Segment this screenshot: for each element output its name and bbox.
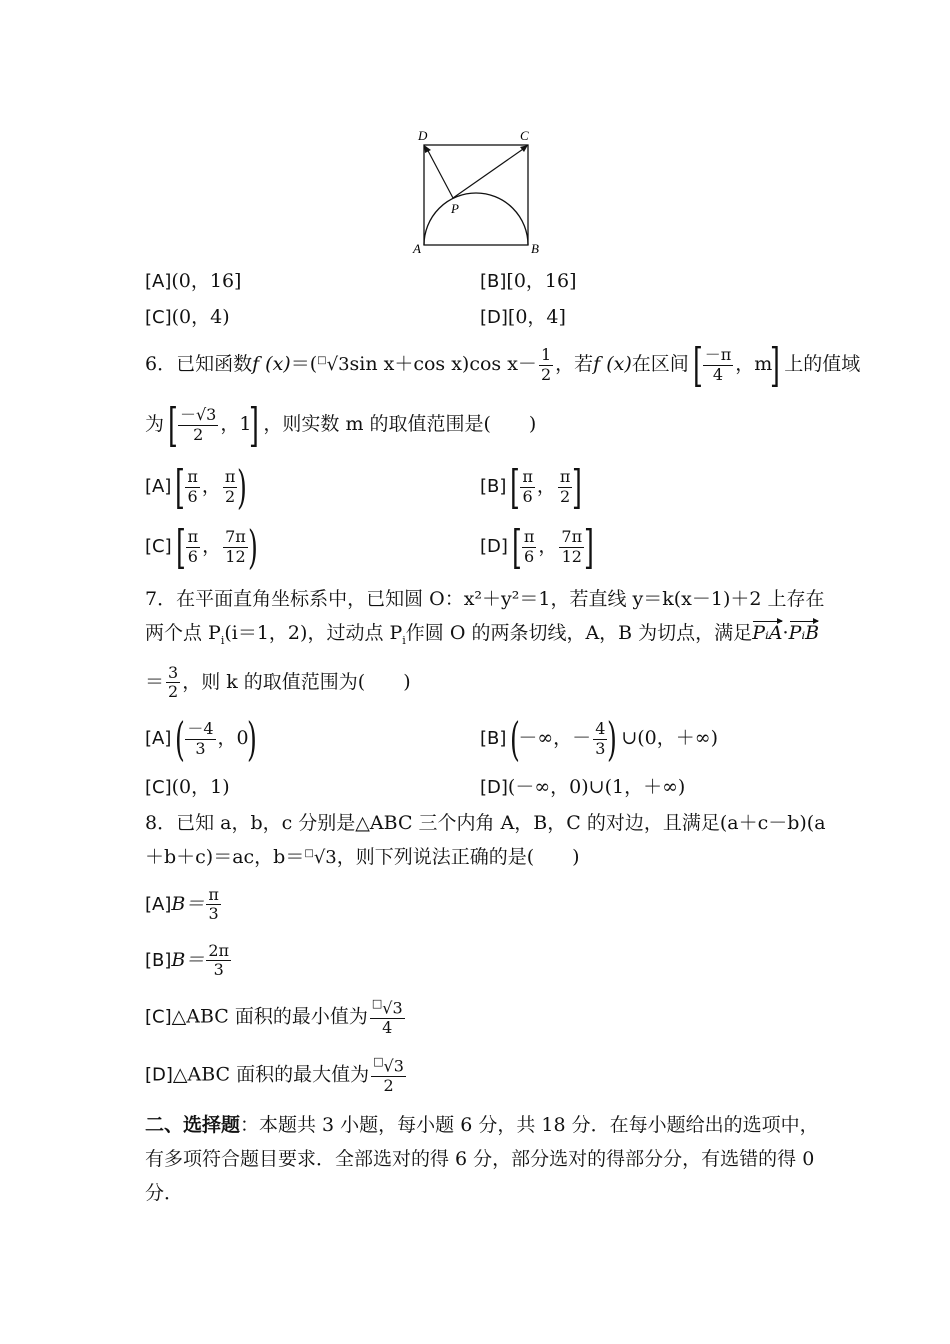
- section2-heading: 二、选择题: [145, 1114, 241, 1136]
- vector-pib: PᵢB: [788, 622, 820, 644]
- segment-pd: [426, 147, 453, 198]
- fraction-range: $\frac{-√3}{2}$: [179, 405, 217, 444]
- q5-option-d[interactable]: [D][0，4]: [480, 306, 566, 328]
- label-p: P: [451, 201, 459, 216]
- semicircle-arc: [424, 193, 528, 245]
- q7-stem-line2: 两个点 $P_i(i=1$，2)，过动点 $P_i$作圆 O 的两条切线，A，B 为切点，满足PᵢA·PᵢB: [145, 622, 820, 647]
- q6-stem-line2: 为[ $\frac{-√3}{2}$ ，1] ，则实数 m 的取值范围是( ): [145, 398, 537, 452]
- label-a: A: [413, 241, 421, 256]
- section2-line2: 有多项符合题目要求．全部选对的得 6 分，部分选对的得部分分，有选错的得 0: [145, 1148, 815, 1170]
- vector-pia: PᵢA: [752, 622, 783, 644]
- segment-pc: [453, 147, 526, 198]
- q7-option-c[interactable]: [C](0，1): [145, 776, 230, 798]
- square-abcd: [424, 145, 528, 245]
- q7-stem-line1: 7．在平面直角坐标系中，已知圆 O：x²＋y²＝1，若直线 y＝k(x－1)＋2 上存在: [145, 588, 825, 610]
- q6-option-b[interactable]: [B][ $\frac{\pi}{6}$ ， $\frac{\pi}{2}$ ]: [480, 460, 583, 514]
- q8-option-b[interactable]: [B]B＝ $\frac{2\pi}{3}$: [145, 941, 230, 980]
- q7-option-d[interactable]: [D](－∞，0)∪(1，＋∞): [480, 776, 686, 798]
- section2-line3: 分．: [145, 1182, 184, 1204]
- q6-stem-line1: 6．已知函数f (x)＝(□√3sin x＋cos x)cos x－ $\frac{1}{2}$ ，若f (x)在区间[ $\frac{-\pi}{4}$ ，m] 上的值域: [145, 338, 861, 392]
- q6-option-d[interactable]: [D][ $\frac{\pi}{6}$ ， $\frac{7\pi}{12}$ ]: [480, 520, 595, 574]
- q6-option-c[interactable]: [C][ $\frac{\pi}{6}$ ， $\frac{7\pi}{12}$ ): [145, 520, 258, 574]
- q7-option-a[interactable]: [A]( $\frac{-4}{3}$ ，0): [145, 712, 257, 766]
- arrow-head-d: [424, 145, 431, 153]
- fraction-half: $\frac{1}{2}$: [540, 345, 552, 384]
- q8-stem-line1: 8．已知 a，b，c 分别是△ABC 三个内角 A，B，C 的对边，且满足(a＋c－b)(a: [145, 812, 826, 834]
- q5-option-c[interactable]: [C](0，4): [145, 306, 230, 328]
- label-c: C: [520, 128, 529, 143]
- label-b: B: [531, 241, 539, 256]
- section2-line1: 二、选择题：本题共 3 小题，每小题 6 分，共 18 分．在每小题给出的选项中，: [145, 1114, 819, 1136]
- q6-option-a[interactable]: [A][ $\frac{\pi}{6}$ ， $\frac{\pi}{2}$ ): [145, 460, 248, 514]
- q8-option-c[interactable]: [C]△ABC 面积的最小值为 $\frac{^□√3}{4}$: [145, 997, 403, 1037]
- q5-option-a[interactable]: [A](0，16]: [145, 270, 242, 292]
- q5-option-b[interactable]: [B][0，16]: [480, 270, 577, 292]
- q7-option-b[interactable]: [B](－∞，－ $\frac{4}{3}$ ) ∪(0，＋∞): [480, 712, 718, 766]
- fraction-interval: $\frac{-\pi}{4}$: [704, 345, 732, 384]
- q7-stem-line3: ＝ $\frac{3}{2}$ ，则 k 的取值范围为( ): [145, 663, 411, 702]
- label-d: D: [418, 128, 428, 143]
- q8-option-d[interactable]: [D]△ABC 面积的最大值为 $\frac{^□√3}{2}$: [145, 1055, 404, 1095]
- q8-stem-line2: ＋b＋c)＝ac，b＝□√3，则下列说法正确的是( ): [145, 846, 580, 868]
- q8-option-a[interactable]: [A]B＝ $\frac{\pi}{3}$: [145, 885, 219, 924]
- sqrt-symbol: □√3: [317, 354, 350, 375]
